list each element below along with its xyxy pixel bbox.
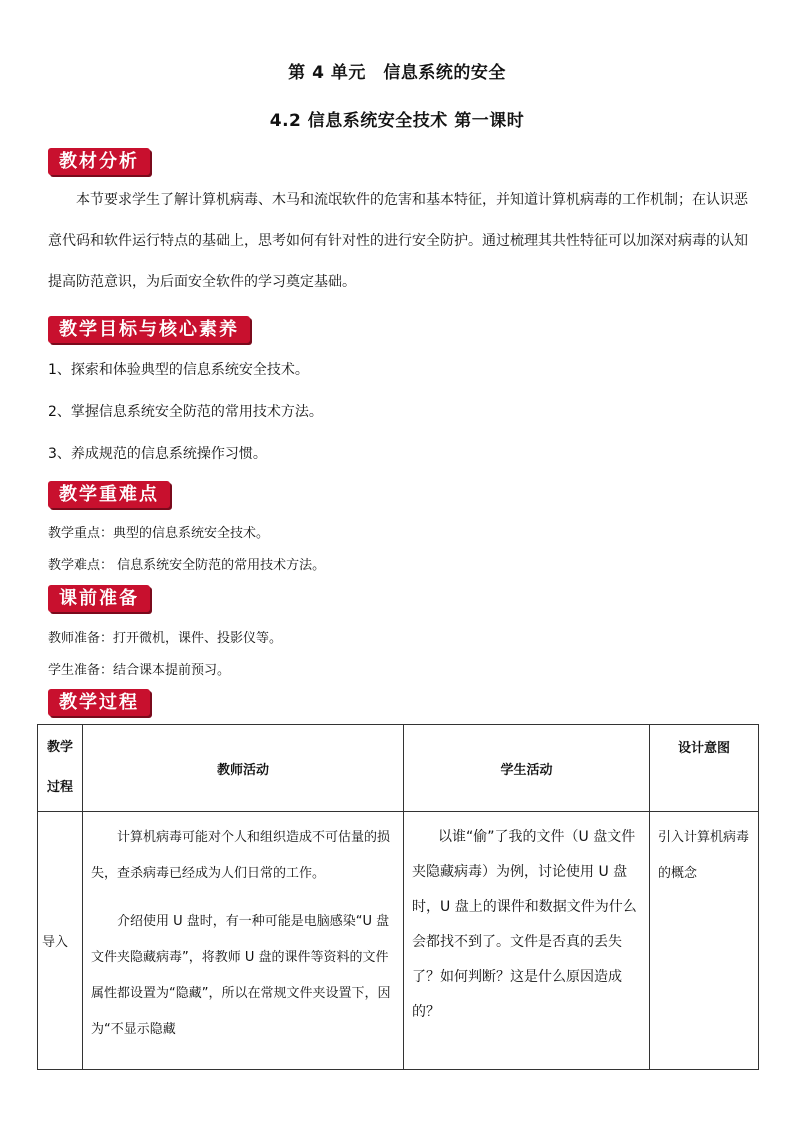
header-student-activity: 学生活动	[404, 725, 650, 812]
teacher-preparation-text: 教师准备：打开微机，课件、投影仪等。	[48, 631, 283, 646]
student-preparation-text: 学生准备：结合课本提前预习。	[48, 663, 231, 678]
stage-cell: 导入	[38, 812, 83, 1070]
header-stage-line: 教学	[46, 740, 73, 755]
teacher-activity-cell	[83, 812, 404, 1070]
header-teacher-activity: 教师活动	[83, 725, 404, 812]
table-header-row	[38, 725, 759, 812]
lesson-title: 4.2 信息系统安全技术 第一课时	[269, 111, 525, 131]
key-point-text: 教学重点：典型的信息系统安全技术。	[48, 526, 270, 541]
goal-item: 2、掌握信息系统安全防范的常用技术方法。	[48, 404, 323, 420]
section-badge-process: 教学过程	[48, 689, 150, 716]
goal-item: 1、探索和体验典型的信息系统安全技术。	[48, 362, 309, 378]
unit-title: 第 4 单元 信息系统的安全	[288, 63, 506, 83]
goal-item: 3、养成规范的信息系统操作习惯。	[48, 446, 267, 462]
section-badge-key-points: 教学重难点	[48, 481, 170, 508]
section-badge-analysis: 教材分析	[48, 148, 150, 175]
student-activity-paragraph: 以谁“偷”了我的文件（U 盘文件夹隐藏病毒）为例，讨论使用 U 盘时，U 盘上的课件和数据文件为什么会都找不到了。文件是否真的丢失了？如何判断？这是什么原因造成的？	[412, 829, 637, 1020]
header-stage-line: 过程	[46, 780, 73, 795]
header-design-intent: 设计意图	[650, 725, 759, 812]
section-badge-goals: 教学目标与核心素养	[48, 316, 250, 343]
teaching-process-table	[37, 724, 759, 1070]
header-stage	[38, 725, 83, 812]
design-intent-cell: 引入计算机病毒的概念	[650, 812, 759, 1070]
teacher-activity-paragraph: 计算机病毒可能对个人和组织造成不可估量的损失，查杀病毒已经成为人们日常的工作。	[91, 830, 391, 881]
section-badge-preparation: 课前准备	[48, 585, 150, 612]
analysis-text: 本节要求学生了解计算机病毒、木马和流氓软件的危害和基本特征，并知道计算机病毒的工作机制；在认识恶意代码和软件运行特点的基础上，思考如何有针对性的进行安全防护。通过梳理其共性特征可以加深对病毒的认知提高防范意识，为后面安全软件的学习奠定基础。	[48, 192, 748, 290]
teacher-activity-paragraph: 介绍使用 U 盘时，有一种可能是电脑感染“U 盘文件夹隐藏病毒”，将教师 U 盘的课件等资料的文件属性都设置为“隐藏”，所以在常规文件夹设置下，因为“不显示隐藏	[91, 914, 391, 1037]
student-activity-cell	[404, 812, 650, 1070]
table-row	[38, 812, 759, 1070]
difficulty-text: 教学难点： 信息系统安全防范的常用技术方法。	[48, 558, 326, 573]
